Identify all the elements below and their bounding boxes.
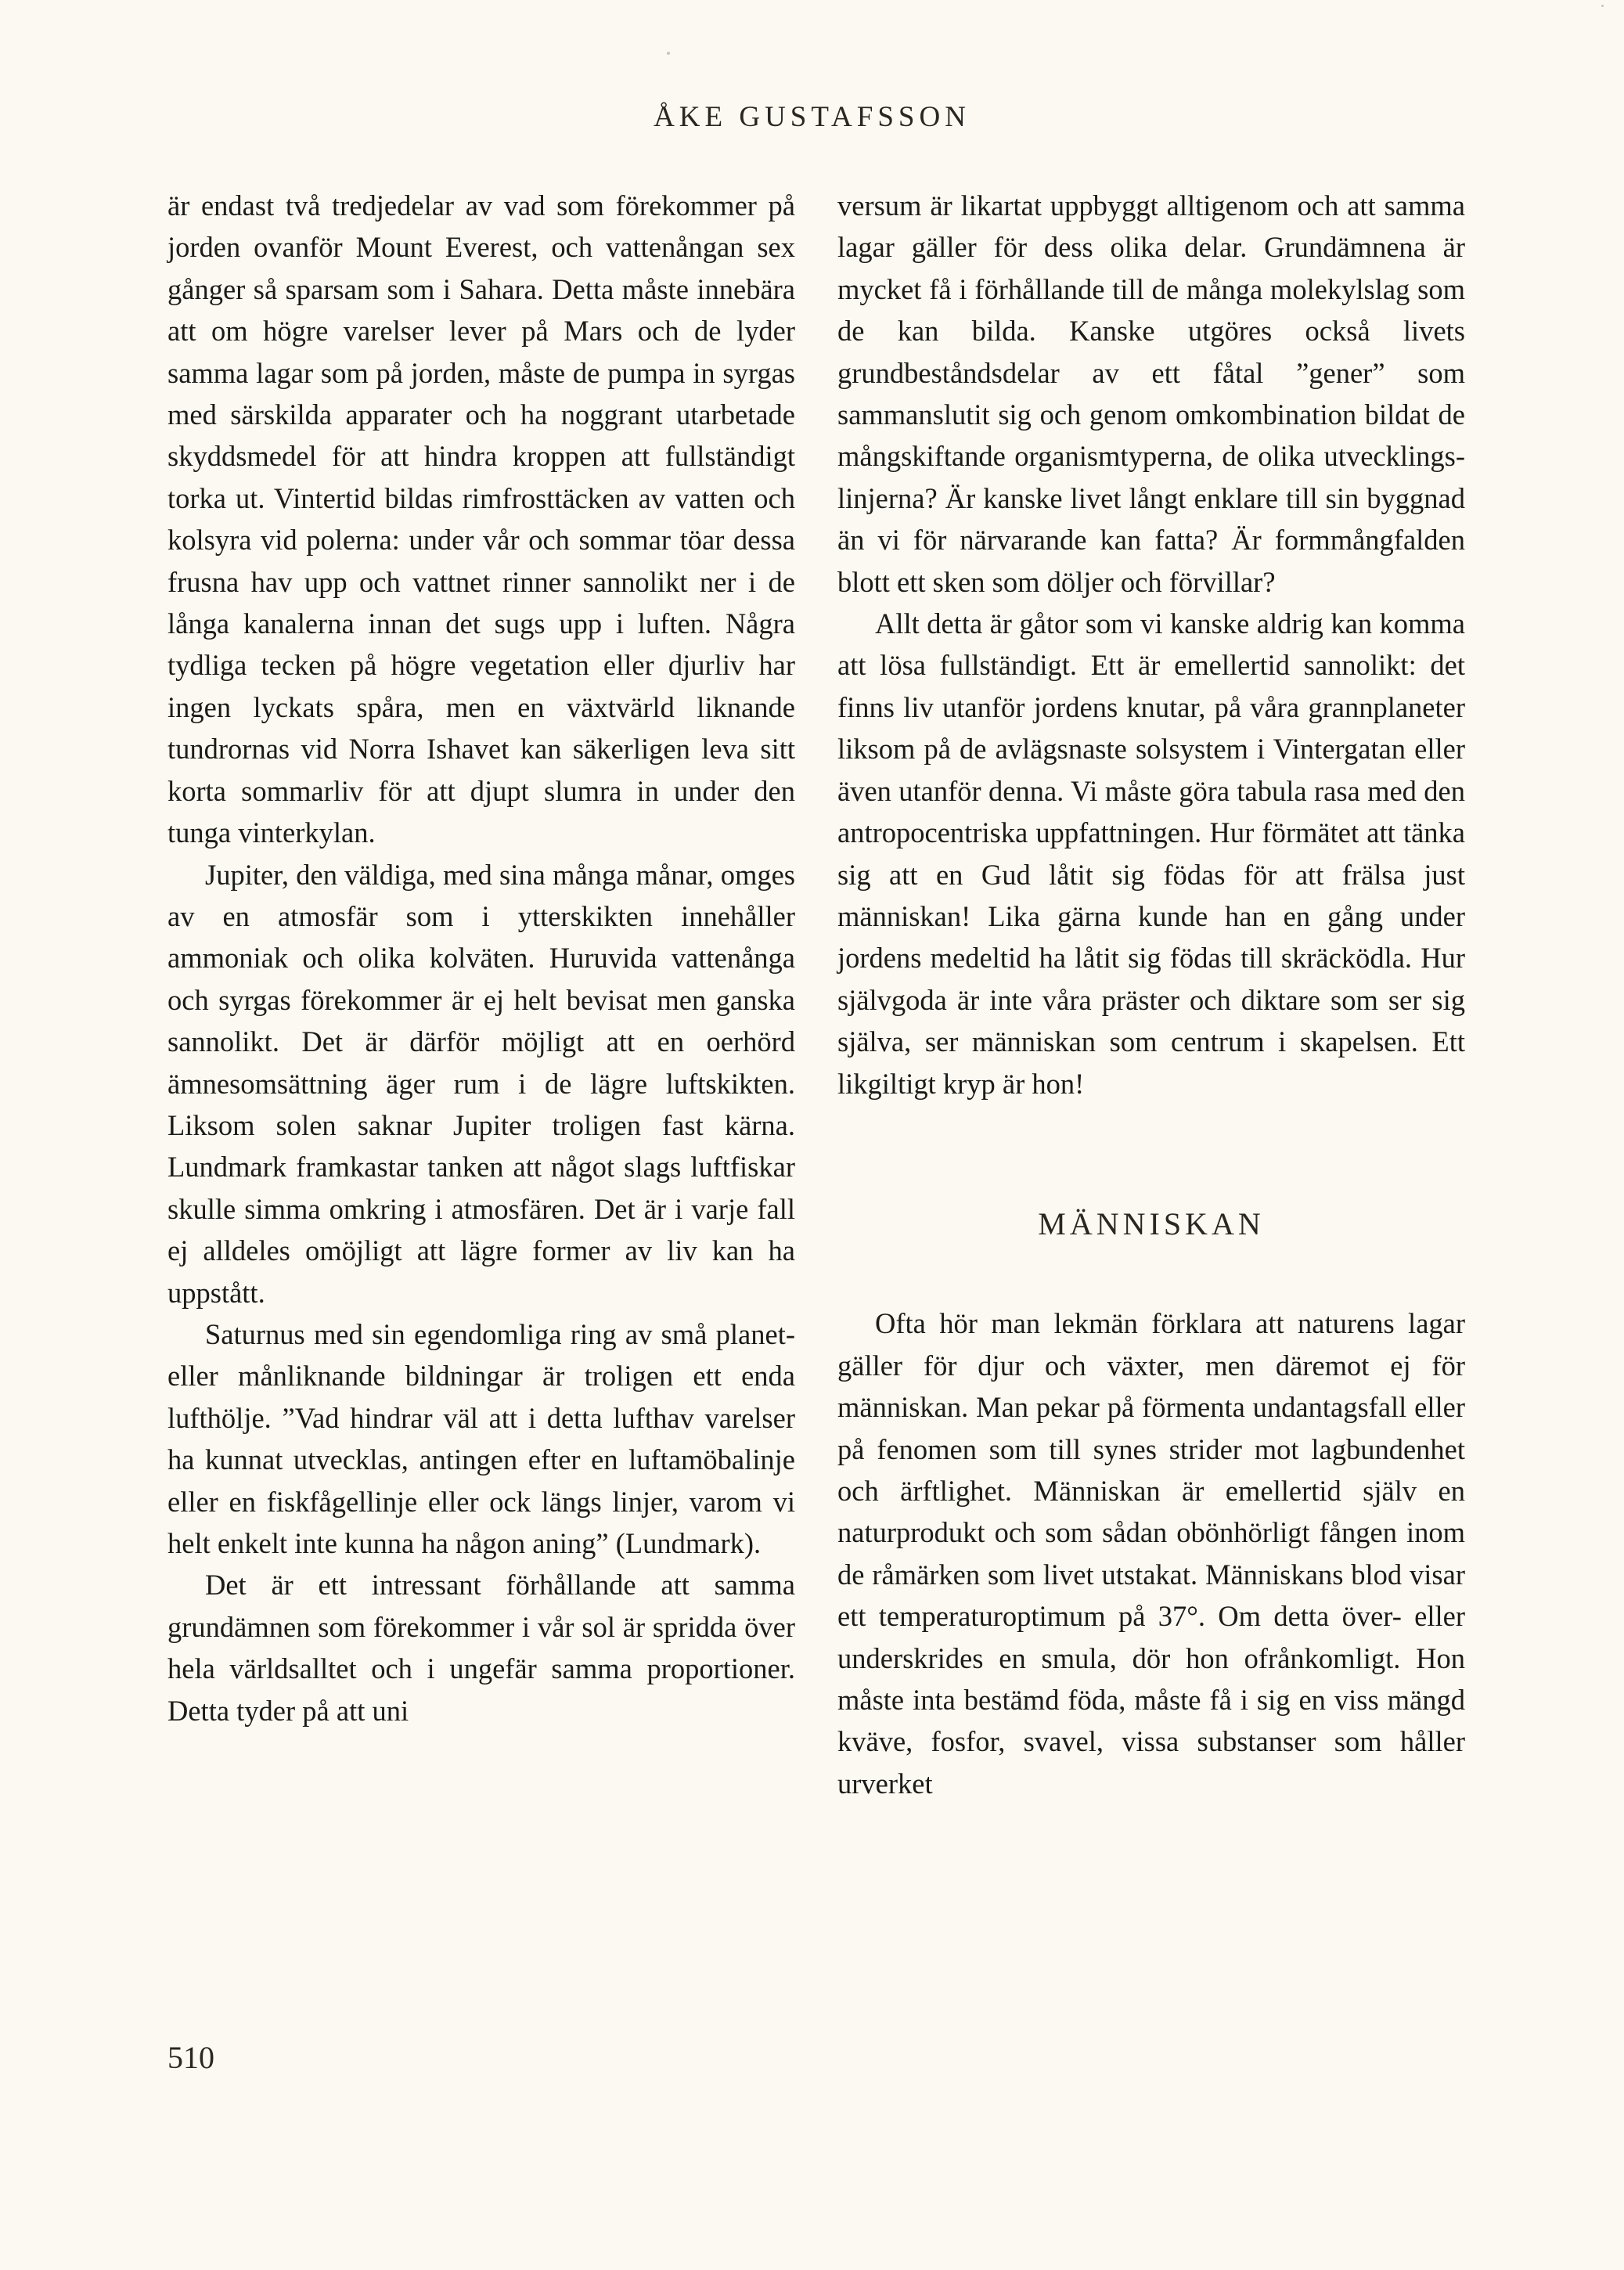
running-title: ÅKE GUSTAFSSON — [654, 101, 970, 133]
paragraph: Det är ett intressant förhållande att samma grundämnen som förekommer i vår sol är spridda över hela världsalltet och i ungefär samma proportioner. Detta tyder på att uni — [167, 1569, 795, 1727]
paragraph: Jupiter, den väldiga, med sina många månar, omges av en atmosfär som i ytterskikten innehåller ammoniak och olika kolväten. Huruvida vattenånga och syrgas förekommer är ej helt bevisat men ganska sannolikt. Det är därför möjligt att en oerhörd ämnesomsättning äger rum i de lägre luftskikten. Liksom solen saknar Jupiter troligen fast kärna. Lundmark framkastar tanken att något slags luftfiskar skulle simma omkring i atmosfären. Det är i varje fall ej alldeles omöjligt att lägre former av liv kan ha uppstått. — [167, 858, 795, 1309]
left-column — [167, 185, 795, 1731]
paragraph: versum är likartat uppbyggt alltigenom och att samma lagar gäller för dess olika delar. Grundämnena är mycket få i förhållande till de många molekylslag som de kan bilda. Kanske utgöres också livets grundbeståndsdelar av ett fåtal ”gener” som sammanslutit sig och genom omkombination bildat de mångskiftande organismtyperna, de olika utvecklingslinjerna? Är kanske livet långt enklare till sin byggnad än vi för närvarande kan fatta? Är formmångfalden blott ett sken som döljer och förvillar? — [837, 189, 1465, 598]
paper-speck — [667, 52, 670, 55]
right-column — [837, 185, 1465, 1804]
section-heading: MÄNNISKAN — [1038, 1205, 1265, 1241]
paragraph: Saturnus med sin egendomliga ring av små planet- eller månliknande bildningar är troligen ett enda lufthölje. ”Vad hindrar väl att i detta lufthav varelser ha kunnat utvecklas, antingen efter en luftamöbalinje eller en fiskfågellinje eller ock längs linjer, varom vi helt enkelt inte kunna ha någon aning” (Lundmark). — [167, 1317, 795, 1559]
paragraph: är endast två tredjedelar av vad som förekommer på jorden ovanför Mount Everest, och vattenångan sex gånger så sparsam som i Sahara. Detta måste innebära att om högre varelser lever på Mars och de lyder samma lagar som på jorden, måste de pumpa in syrgas med särskilda apparater och ha noggrant utarbetade skyddsmedel för att hindra kroppen att fullständigt torka ut. Vintertid bildas rimfrosttäcken av vatten och kolsyra vid polerna: under vår och sommar töar dessa frusna hav upp och vattnet rinner sannolikt ner i de långa kanalerna innan det sugs upp i luften. Några tydliga tecken på högre vegetation eller djurliv har ingen lyckats spåra, men en växtvärld liknande tundrornas vid Norra Ishavet kan säkerligen leva sitt korta sommarliv för att djupt slumra in under den tunga vinterkylan. — [167, 189, 795, 849]
paragraph: Allt detta är gåtor som vi kanske aldrig kan komma att lösa fullständigt. Ett är emellertid sannolikt: det finns liv utanför jordens knutar, på våra grannplaneter liksom på de avlägsnaste solsystem i Vintergatan eller även utanför denna. Vi måste göra tabula rasa med den antropocentriska uppfattningen. Hur förmätet att tänka sig att en Gud låtit sig födas för att frälsa just människan! Lika gärna kunde han en gång under jordens medeltid ha låtit sig födas till skräcködla. Hur självgoda är inte våra präster och diktare som ser sig själva, ser människan som centrum i skapelsen. Ett likgiltigt kryp är hon! — [837, 607, 1465, 1100]
paper-speck — [1601, 5, 1604, 7]
paragraph: Ofta hör man lekmän förklara att naturens lagar gäller för djur och växter, men däremot ej för människan. Man pekar på förmenta undantagsfall eller på fenomen som till synes strider mot lagbundenhet och ärftlighet. Människan är emellertid själv en naturprodukt och som sådan obönhörligt fången inom de råmärken som livet utstakat. Människans blod visar ett temperaturoptimum på 37°. Om detta över- eller underskrides en smula, dör hon ofrånkomligt. Hon måste inta bestämd föda, måste få i sig en viss mängd kväve, fosfor, svavel, vissa substanser som håller urverket — [837, 1307, 1465, 1800]
page-number: 510 — [167, 2040, 214, 2075]
